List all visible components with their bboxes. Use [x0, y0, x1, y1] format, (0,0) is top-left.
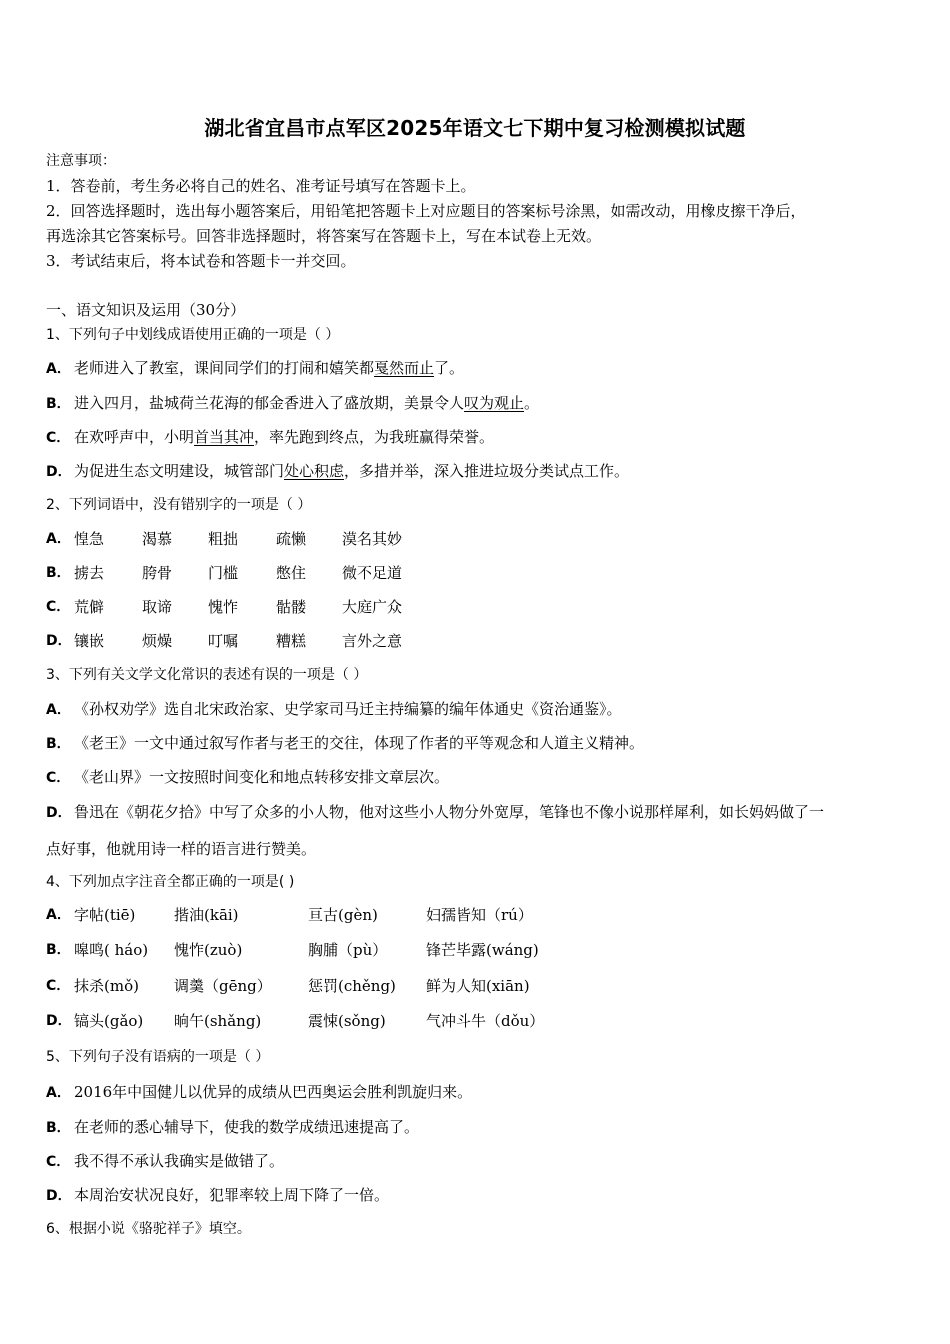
notice-item: 1．答卷前，考生务必将自己的姓名、准考证号填写在答题卡上。	[46, 177, 476, 195]
word: 憋住	[276, 564, 307, 582]
underlined-idiom: 戛然而止	[374, 359, 435, 377]
word: 惶急	[74, 530, 105, 548]
word: 微不足道	[342, 564, 403, 582]
option-label: B．	[46, 565, 71, 581]
notice-item: 3．考试结束后，将本试卷和答题卡一并交回。	[46, 252, 356, 270]
word: 渴慕	[142, 530, 173, 548]
question-stem-4: 4、下列加点字注音全都正确的一项是( )	[46, 874, 295, 890]
word: 惩罚(chěng)	[308, 977, 396, 995]
option-label: B．	[46, 1120, 71, 1136]
question-stem-1: 1、下列句子中划线成语使用正确的一项是（ ）	[46, 327, 340, 343]
word: 抹杀(mǒ)	[74, 977, 139, 995]
q5-option-c	[46, 1151, 284, 1172]
q5-option-a	[46, 1082, 472, 1103]
option-text: 在老师的悉心辅导下，使我的数学成绩迅速提高了。	[74, 1118, 420, 1136]
option-text: 《老王》一文中通过叙写作者与老王的交往，体现了作者的平等观念和人道主义精神。	[74, 734, 645, 752]
option-text: 本周治安状况良好，犯罪率较上周下降了一倍。	[74, 1186, 390, 1204]
word: 愧怍(zuò)	[174, 941, 243, 959]
word: 胯骨	[142, 564, 173, 582]
option-text: 老师进入了教室，课间同学们的打闹和嬉笑都	[74, 359, 375, 377]
option-label: D．	[46, 1013, 72, 1029]
option-text: ，多措并举，深入推进垃圾分类试点工作。	[344, 462, 630, 480]
notice-item: 2．回答选择题时，选出每小题答案后，用铅笔把答题卡上对应题目的答案标号涂黑，如需改动，用橡皮擦干净后，	[46, 202, 806, 220]
word: 晌午(shǎng)	[174, 1012, 262, 1030]
notice-item: 再选涂其它答案标号。回答非选择题时，将答案写在答题卡上，写在本试卷上无效。	[46, 227, 602, 245]
section-heading: 一、语文知识及运用（30分）	[46, 301, 246, 319]
option-label: D．	[46, 633, 72, 649]
q1-option-b	[46, 393, 539, 414]
option-label: C．	[46, 770, 71, 786]
q3-option-b	[46, 733, 644, 754]
option-text: 在欢呼声中，小明	[74, 428, 195, 446]
word: 大庭广众	[342, 598, 403, 616]
option-text: 了。	[434, 359, 465, 377]
option-text: 2016年中国健儿以优异的成绩从巴西奥运会胜利凯旋归来。	[74, 1083, 473, 1101]
underlined-idiom: 叹为观止	[464, 394, 525, 412]
word: 锋芒毕露(wáng)	[426, 941, 539, 959]
option-label: C．	[46, 430, 71, 446]
option-text: 鲁迅在《朝花夕拾》中写了众多的小人物，他对这些小人物分外宽厚，笔锋也不像小说那样犀利，如长妈妈做了一	[74, 803, 825, 821]
word: 烦燥	[142, 632, 173, 650]
word: 糟糕	[276, 632, 307, 650]
q5-option-b	[46, 1117, 419, 1138]
word: 妇孺皆知（rú）	[426, 906, 533, 924]
word: 骷髅	[276, 598, 307, 616]
q1-option-d	[46, 461, 629, 482]
word: 镐头(gǎo)	[74, 1012, 144, 1030]
q3-option-c	[46, 767, 449, 788]
option-label: C．	[46, 1154, 71, 1170]
q3-option-d-continuation: 点好事，他就用诗一样的语言进行赞美。	[46, 840, 317, 858]
option-label: A．	[46, 531, 71, 547]
option-label: D．	[46, 805, 72, 821]
word: 愧怍	[208, 598, 239, 616]
word: 揩油(kāi)	[174, 906, 239, 924]
word: 震悚(sǒng)	[308, 1012, 386, 1030]
q3-option-d	[46, 802, 824, 823]
q5-option-d	[46, 1185, 389, 1206]
word: 胸脯（pù）	[308, 941, 388, 959]
word: 鲜为人知(xiān)	[426, 977, 530, 995]
word: 门槛	[208, 564, 239, 582]
word: 亘古(gèn)	[308, 906, 378, 924]
word: 粗拙	[208, 530, 239, 548]
option-label: C．	[46, 978, 71, 994]
option-label: A．	[46, 702, 71, 718]
question-stem-5: 5、下列句子没有语病的一项是（ ）	[46, 1049, 270, 1065]
option-label: A．	[46, 907, 71, 923]
word: 漠名其妙	[342, 530, 403, 548]
option-label: A．	[46, 361, 71, 377]
word: 字帖(tiē)	[74, 906, 136, 924]
word: 掳去	[74, 564, 105, 582]
word: 荒僻	[74, 598, 105, 616]
word: 叮嘱	[208, 632, 239, 650]
option-label: D．	[46, 1188, 72, 1204]
option-text: 我不得不承认我确实是做错了。	[74, 1152, 285, 1170]
option-label: A．	[46, 1085, 71, 1101]
q3-option-a	[46, 699, 622, 720]
question-stem-2: 2、下列词语中，没有错别字的一项是（ ）	[46, 497, 312, 513]
notice-heading: 注意事项：	[46, 153, 116, 169]
option-text: 。	[524, 394, 540, 412]
underlined-idiom: 处心积虑	[284, 462, 345, 480]
option-text: 《孙权劝学》选自北宋政治家、史学家司马迁主持编纂的编年体通史《资治通鉴》。	[74, 700, 622, 718]
word: 调羹（gēng）	[174, 977, 272, 995]
option-text: 为促进生态文明建设，城管部门	[74, 462, 285, 480]
option-label: C．	[46, 599, 71, 615]
word: 镶嵌	[74, 632, 105, 650]
q1-option-a	[46, 358, 464, 379]
word: 言外之意	[342, 632, 403, 650]
underlined-idiom: 首当其冲	[194, 428, 255, 446]
word: 取谛	[142, 598, 173, 616]
word: 疏懒	[276, 530, 307, 548]
option-label: B．	[46, 396, 71, 412]
word: 嗥鸣( háo)	[74, 941, 149, 959]
option-text: ，率先跑到终点，为我班赢得荣誉。	[254, 428, 495, 446]
page-title: 湖北省宜昌市点军区2025年语文七下期中复习检测模拟试题	[204, 116, 746, 140]
option-label: B．	[46, 736, 71, 752]
option-text: 《老山界》一文按照时间变化和地点转移安排文章层次。	[74, 768, 450, 786]
question-stem-6: 6、根据小说《骆驼祥子》填空。	[46, 1221, 251, 1237]
option-label: B．	[46, 942, 71, 958]
option-text: 进入四月，盐城荷兰花海的郁金香进入了盛放期，美景令人	[74, 394, 465, 412]
word: 气冲斗牛（dǒu）	[426, 1012, 545, 1030]
q1-option-c	[46, 427, 494, 448]
question-stem-3: 3、下列有关文学文化常识的表述有误的一项是（ ）	[46, 667, 368, 683]
option-label: D．	[46, 464, 72, 480]
